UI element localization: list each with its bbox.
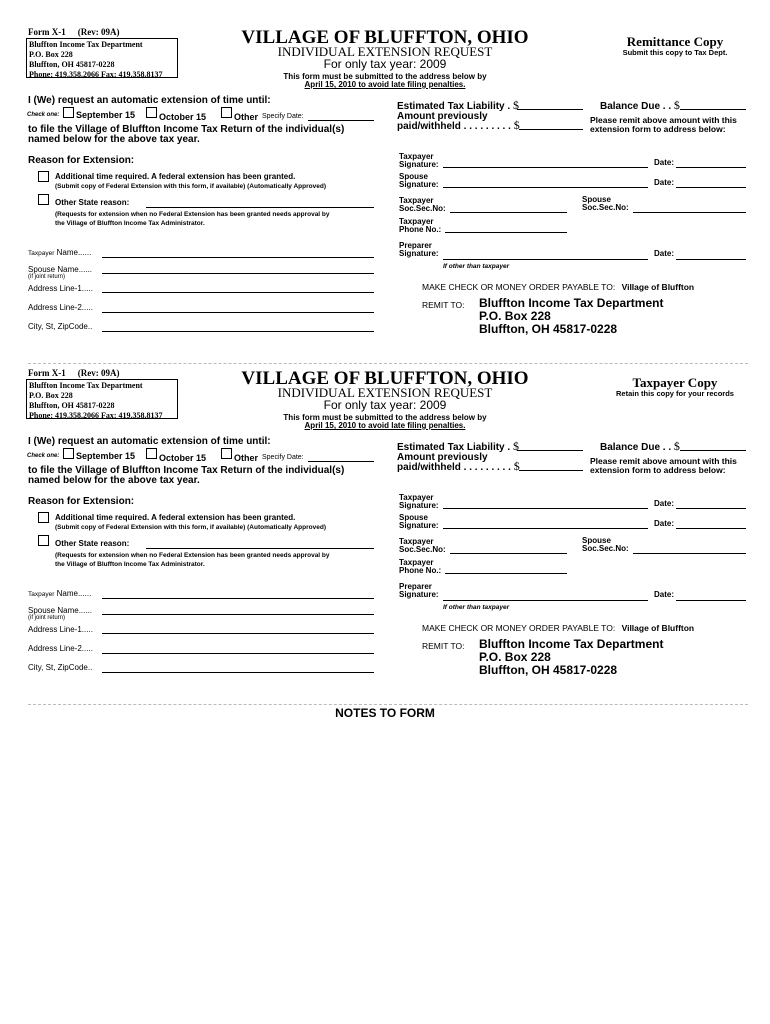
taxpayer-signature-line[interactable]: [443, 508, 648, 509]
spouse-date-line[interactable]: [676, 187, 746, 188]
preparer-date-line[interactable]: [676, 259, 746, 260]
specify-date-label: Specify Date:: [262, 454, 304, 461]
amount-paid-line[interactable]: [519, 470, 583, 471]
taxpayer-date-line[interactable]: [676, 167, 746, 168]
reason-federal-text: Additional time required. A federal extension has been granted.: [55, 172, 296, 181]
september-15-checkbox[interactable]: [63, 107, 74, 118]
reason-federal-checkbox[interactable]: [38, 512, 49, 523]
tax-year: For only tax year: 2009: [323, 57, 447, 71]
reason-label: Reason for Extension:: [28, 496, 135, 507]
city-label: City, St, ZipCode..: [28, 322, 93, 331]
city-label: City, St, ZipCode..: [28, 663, 93, 672]
other-date-checkbox[interactable]: [221, 448, 232, 459]
september-15-label: September 15: [76, 110, 136, 120]
to-file-statement: to file the Village of Bluffton Income Tax Return of the individual(s) named below for the above tax year.: [28, 124, 345, 145]
estimated-liability-line[interactable]: [517, 450, 583, 451]
spouse-signature-line[interactable]: [443, 187, 648, 188]
spouse-name-label: Spouse Name......: [28, 265, 93, 274]
taxpayer-ssn-label: Taxpayer Soc.Sec.No:: [399, 196, 446, 213]
to-file-statement: to file the Village of Bluffton Income Tax Return of the individual(s) named below for the above tax year.: [28, 465, 345, 486]
form-title: VILLAGE OF BLUFFTON, OHIO: [241, 27, 529, 48]
remit-to-label: REMIT TO:: [422, 641, 465, 651]
reason-label: Reason for Extension:: [28, 155, 135, 166]
reason-other-note: (Requests for extension when no Federal Extension has been granted needs approval by the Village of Bluffton Income Tax Administrator.: [55, 211, 330, 227]
reason-other-line[interactable]: [146, 207, 374, 208]
address-line-2-line[interactable]: [102, 653, 374, 654]
preparer-note: If other than taxpayer: [443, 604, 510, 611]
reason-federal-note: (Submit copy of Federal Extension with this form, if available) (Automatically Approved): [55, 524, 326, 531]
please-remit-note: Please remit above amount with this extension form to address below:: [590, 456, 737, 475]
taxpayer-name-label: Taxpayer Name......: [28, 248, 92, 257]
address-line-2-line[interactable]: [102, 312, 374, 313]
other-date-label: Other: [234, 453, 259, 463]
balance-due-label: Balance Due . . $: [600, 98, 680, 112]
remit-address: Bluffton Income Tax Department P.O. Box 228 Bluffton, OH 45817-0228: [479, 296, 664, 336]
spouse-ssn-line[interactable]: [633, 212, 746, 213]
taxpayer-name-line[interactable]: [102, 598, 374, 599]
specify-date-line[interactable]: [308, 461, 374, 462]
department-address-box: Bluffton Income Tax Department P.O. Box 228 Bluffton, OH 45817-0228 Phone: 419.358.2066 Fax: 419.358.8137: [26, 38, 178, 78]
taxpayer-ssn-line[interactable]: [450, 553, 567, 554]
form-title: VILLAGE OF BLUFFTON, OHIO: [241, 368, 529, 389]
spouse-name-line[interactable]: [102, 273, 374, 274]
reason-other-text: Other State reason:: [55, 198, 130, 207]
request-statement: I (We) request an automatic extension of time until:: [28, 436, 271, 447]
taxpayer-copy-section: [0, 363, 770, 703]
address-line-2-label: Address Line-2.....: [28, 303, 93, 312]
form-subtitle: INDIVIDUAL EXTENSION REQUEST: [277, 44, 493, 59]
notes-heading: NOTES TO FORM: [335, 706, 435, 720]
amount-paid-label: Amount previously paid/withheld . . . . . . . . . $: [397, 452, 520, 473]
spouse-signature-label: Spouse Signature:: [399, 513, 439, 530]
september-15-checkbox[interactable]: [63, 448, 74, 459]
other-date-label: Other: [234, 112, 259, 122]
preparer-date-line[interactable]: [676, 600, 746, 601]
copy-heading: Taxpayer Copy: [632, 375, 718, 390]
reason-federal-text: Additional time required. A federal extension has been granted.: [55, 513, 296, 522]
october-15-label: October 15: [159, 112, 207, 122]
taxpayer-phone-line[interactable]: [445, 232, 567, 233]
spouse-signature-label: Spouse Signature:: [399, 172, 439, 189]
specify-date-label: Specify Date:: [262, 113, 304, 120]
joint-return-note: (if joint return): [28, 615, 66, 621]
form-id: Form X-1 (Rev: 09A): [28, 27, 120, 37]
deadline-note: This form must be submitted to the address below by April 15, 2010 to avoid late filing penalties.: [283, 72, 487, 89]
october-15-label: October 15: [159, 453, 207, 463]
taxpayer-date-label: Date:: [654, 158, 675, 167]
spouse-date-label: Date:: [654, 178, 675, 187]
spouse-ssn-line[interactable]: [633, 553, 746, 554]
address-line-2-label: Address Line-2.....: [28, 644, 93, 653]
september-15-label: September 15: [76, 451, 136, 461]
amount-paid-label: Amount previously paid/withheld . . . . . . . . . $: [397, 111, 520, 132]
balance-due-line[interactable]: [680, 109, 746, 110]
request-statement: I (We) request an automatic extension of time until:: [28, 95, 271, 106]
city-line[interactable]: [102, 331, 374, 332]
address-line-1-label: Address Line-1.....: [28, 284, 93, 293]
remit-to-label: REMIT TO:: [422, 300, 465, 310]
balance-due-label: Balance Due . . $: [600, 439, 680, 453]
payable-to: MAKE CHECK OR MONEY ORDER PAYABLE TO: Village of Bluffton: [422, 623, 695, 633]
reason-federal-checkbox[interactable]: [38, 171, 49, 182]
copy-heading: Remittance Copy: [626, 34, 724, 49]
taxpayer-signature-line[interactable]: [443, 167, 648, 168]
reason-other-checkbox[interactable]: [38, 194, 49, 205]
spouse-name-label: Spouse Name......: [28, 606, 93, 615]
spouse-signature-line[interactable]: [443, 528, 648, 529]
taxpayer-ssn-label: Taxpayer Soc.Sec.No:: [399, 537, 446, 554]
estimated-liability-label: Estimated Tax Liability . $: [397, 98, 519, 112]
form-subtitle: INDIVIDUAL EXTENSION REQUEST: [277, 385, 493, 400]
october-15-checkbox[interactable]: [146, 107, 157, 118]
spouse-date-label: Date:: [654, 519, 675, 528]
remit-address: Bluffton Income Tax Department P.O. Box 228 Bluffton, OH 45817-0228: [479, 637, 664, 677]
specify-date-line[interactable]: [308, 120, 374, 121]
payable-to: MAKE CHECK OR MONEY ORDER PAYABLE TO: Village of Bluffton: [422, 282, 695, 292]
copy-subheading: Submit this copy to Tax Dept.: [622, 48, 728, 57]
preparer-date-label: Date:: [654, 249, 675, 258]
preparer-signature-line[interactable]: [443, 259, 648, 260]
preparer-signature-label: Preparer Signature:: [399, 241, 439, 258]
reason-other-text: Other State reason:: [55, 539, 130, 548]
taxpayer-phone-label: Taxpayer Phone No.:: [399, 217, 442, 234]
preparer-signature-line[interactable]: [443, 600, 648, 601]
taxpayer-phone-label: Taxpayer Phone No.:: [399, 558, 442, 575]
form-id: Form X-1 (Rev: 09A): [28, 368, 120, 378]
taxpayer-date-line[interactable]: [676, 508, 746, 509]
taxpayer-signature-label: Taxpayer Signature:: [399, 493, 439, 510]
spouse-name-line[interactable]: [102, 614, 374, 615]
please-remit-note: Please remit above amount with this extension form to address below:: [590, 115, 737, 134]
deadline-note: This form must be submitted to the address below by April 15, 2010 to avoid late filing penalties.: [283, 413, 487, 430]
taxpayer-name-line[interactable]: [102, 257, 374, 258]
joint-return-note: (if joint return): [28, 274, 66, 280]
reason-other-checkbox[interactable]: [38, 535, 49, 546]
taxpayer-signature-label: Taxpayer Signature:: [399, 152, 439, 169]
address-line-1-line[interactable]: [102, 292, 374, 293]
taxpayer-phone-line[interactable]: [445, 573, 567, 574]
spouse-ssn-label: Spouse Soc.Sec.No:: [582, 536, 629, 553]
estimated-liability-line[interactable]: [517, 109, 583, 110]
balance-due-line[interactable]: [680, 450, 746, 451]
copy-subheading: Retain this copy for your records: [616, 389, 734, 398]
remittance-copy-section: [0, 22, 770, 362]
other-date-checkbox[interactable]: [221, 107, 232, 118]
check-one-label: Check one:: [27, 112, 60, 118]
reason-other-note: (Requests for extension when no Federal Extension has been granted needs approval by the Village of Bluffton Income Tax Administrator.: [55, 552, 330, 568]
preparer-signature-label: Preparer Signature:: [399, 582, 439, 599]
address-line-1-line[interactable]: [102, 633, 374, 634]
taxpayer-ssn-line[interactable]: [450, 212, 567, 213]
department-address-box: Bluffton Income Tax Department P.O. Box 228 Bluffton, OH 45817-0228 Phone: 419.358.2066 Fax: 419.358.8137: [26, 379, 178, 419]
reason-federal-note: (Submit copy of Federal Extension with this form, if available) (Automatically Approved): [55, 183, 326, 190]
taxpayer-name-label: Taxpayer Name......: [28, 589, 92, 598]
reason-other-line[interactable]: [146, 548, 374, 549]
preparer-date-label: Date:: [654, 590, 675, 599]
city-line[interactable]: [102, 672, 374, 673]
tax-year: For only tax year: 2009: [323, 398, 447, 412]
address-line-1-label: Address Line-1.....: [28, 625, 93, 634]
spouse-ssn-label: Spouse Soc.Sec.No:: [582, 195, 629, 212]
preparer-note: If other than taxpayer: [443, 263, 510, 270]
spouse-date-line[interactable]: [676, 528, 746, 529]
check-one-label: Check one:: [27, 453, 60, 459]
october-15-checkbox[interactable]: [146, 448, 157, 459]
taxpayer-date-label: Date:: [654, 499, 675, 508]
estimated-liability-label: Estimated Tax Liability . $: [397, 439, 519, 453]
amount-paid-line[interactable]: [519, 129, 583, 130]
cut-line: [28, 704, 748, 705]
